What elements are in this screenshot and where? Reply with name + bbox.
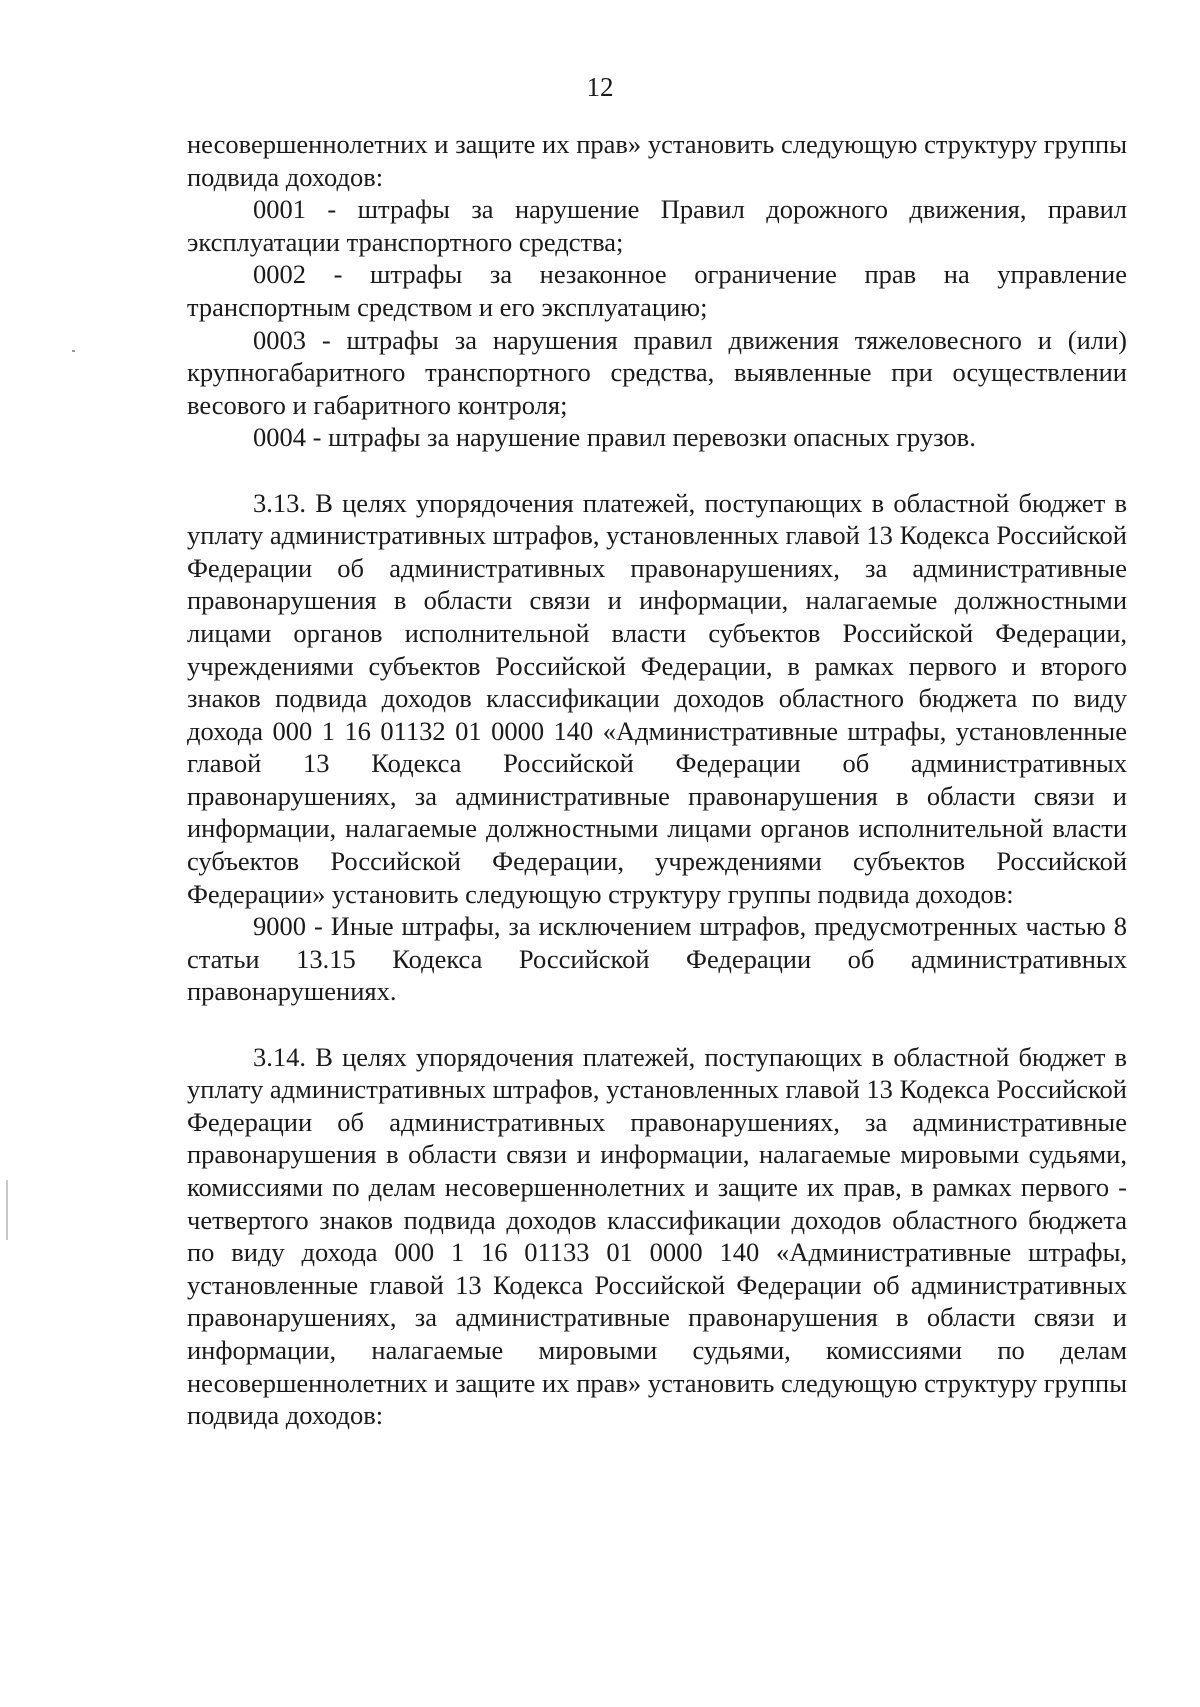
scan-artifact [72,350,75,352]
paragraph-gap [187,454,1127,487]
paragraph-gap [187,1008,1127,1041]
list-item-0003: 0003 - штрафы за нарушения правил движения тяжеловесного и (или) крупногабаритного транспортного средства, выявленные при осуществлении весового и габаритного контроля; [187,324,1127,420]
paragraph-continuation: несовершеннолетних и защите их прав» установить следующую структуру группы подвида доходов: [187,129,1127,192]
scan-artifact [6,1180,8,1240]
document-body [187,128,1127,1432]
list-item-0004: 0004 - штрафы за нарушение правил перевозки опасных грузов. [253,422,976,453]
list-item-0002: 0002 - штрафы за незаконное ограничение прав на управление транспортным средством и его эксплуатацию; [187,259,1127,322]
list-item-9000: 9000 - Иные штрафы, за исключением штрафов, предусмотренных частью 8 статьи 13.15 Кодекса Российской Федерации об административных правонарушениях. [187,911,1127,1007]
clause-3-14: 3.14. В целях упорядочения платежей, поступающих в областной бюджет в уплату административных штрафов, установленных главой 13 Кодекса Российской Федерации об административных правонарушениях, за административные правонарушения в области связи и информации, налагаемые мировыми судьями, комиссиями по делам несовершеннолетних и защите их прав, в рамках первого - четвертого знаков подвида доходов классификации доходов областного бюджета по виду дохода 000 1 16 01133 01 0000 140 «Административные штрафы, установленные главой 13 Кодекса Российской Федерации об административных правонарушениях, за административные правонарушения в области связи и информации, налагаемые мировыми судьями, комиссиями по делам несовершеннолетних и защите их прав» установить следующую структуру группы подвида доходов: [187,1041,1127,1431]
clause-3-13: 3.13. В целях упорядочения платежей, поступающих в областной бюджет в уплату административных штрафов, установленных главой 13 Кодекса Российской Федерации об административных правонарушениях, за административные правонарушения в области связи и информации, налагаемые должностными лицами органов исполнительной власти субъектов Российской Федерации, учреждениями субъектов Российской Федерации, в рамках первого и второго знаков подвида доходов классификации доходов областного бюджета по виду дохода 000 1 16 01132 01 0000 140 «Административные штрафы, установленные главой 13 Кодекса Российской Федерации об административных правонарушениях, за административные правонарушения в области связи и информации, налагаемые должностными лицами органов исполнительной власти субъектов Российской Федерации, учреждениями субъектов Российской Федерации» установить следующую структуру группы подвида доходов: [187,487,1127,909]
page-number: 12 [586,72,614,102]
list-item-0001: 0001 - штрафы за нарушение Правил дорожного движения, правил эксплуатации транспортного средства; [187,194,1127,257]
